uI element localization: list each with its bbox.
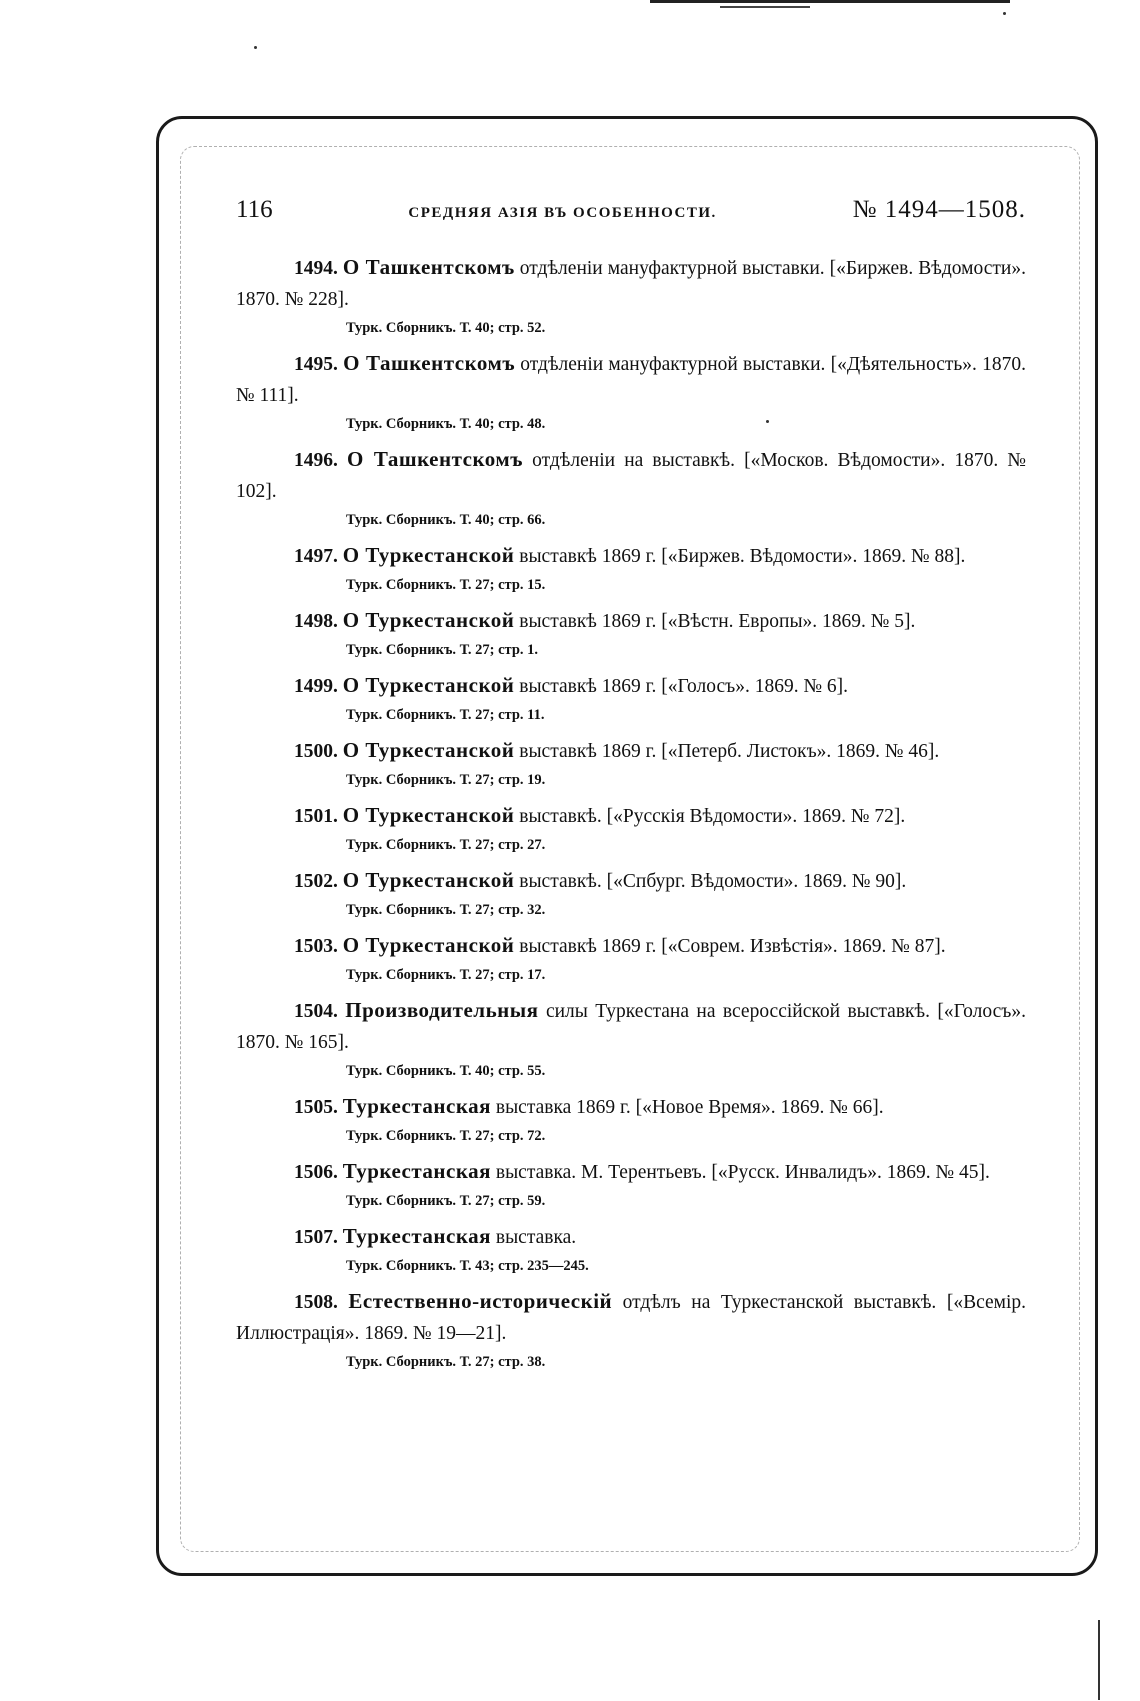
scan-top-rule-short: [720, 6, 810, 8]
bibliography-list: [236, 252, 1026, 1375]
entry-number: 1498.: [294, 611, 338, 632]
entry-heading: Естественно-историческій: [348, 1289, 613, 1313]
entry-heading: О Ташкентскомъ: [343, 351, 516, 375]
entry-citation: отдѣленіи на выставкѣ. [«Москов. Вѣдомости». 1870. № 102].: [236, 450, 1027, 502]
entry-source: Турк. Сборникъ. Т. 27; стр. 59.: [346, 1193, 546, 1209]
entry-heading: О Туркестанской: [342, 803, 515, 827]
entry-heading: Туркестанская: [342, 1159, 491, 1183]
entry-number: 1508.: [294, 1292, 338, 1313]
entry-heading: О Туркестанской: [342, 868, 515, 892]
entry-heading: О Ташкентскомъ: [347, 447, 523, 471]
scan-right-edge: [1098, 1620, 1100, 1700]
entry-heading: О Туркестанской: [342, 933, 515, 957]
entry-range: № 1494—1508.: [852, 196, 1026, 223]
entry-source: Турк. Сборникъ. Т. 27; стр. 27.: [346, 837, 546, 853]
entry-number: 1499.: [294, 676, 338, 697]
entry-number: 1495.: [294, 354, 338, 375]
entry-heading: Туркестанская: [342, 1224, 491, 1248]
entry-source: Турк. Сборникъ. Т. 27; стр. 72.: [346, 1128, 546, 1144]
entry-citation: выставкѣ. [«Спбург. Вѣдомости». 1869. № 90].: [514, 871, 907, 892]
entry-citation: выставкѣ. [«Русскія Вѣдомости». 1869. № 72].: [514, 806, 906, 827]
scan-speck: [1003, 12, 1006, 15]
entry-text: [236, 865, 1026, 897]
entry-source: Турк. Сборникъ. Т. 40; стр. 55.: [346, 1063, 546, 1079]
entry-source: Турк. Сборникъ. Т. 40; стр. 66.: [346, 512, 546, 528]
bibliography-entry: [236, 930, 1026, 988]
entry-text: [236, 995, 1026, 1058]
entry-citation: выставка. М. Терентьевъ. [«Русск. Инвалидъ». 1869. № 45].: [491, 1162, 990, 1183]
entry-heading: О Туркестанской: [342, 738, 515, 762]
entry-citation: выставка 1869 г. [«Новое Время». 1869. № 66].: [491, 1097, 884, 1118]
entry-source: Турк. Сборникъ. Т. 27; стр. 1.: [346, 642, 539, 658]
bibliography-entry: [236, 995, 1026, 1084]
entry-text: [236, 930, 1026, 962]
entry-citation: отдѣленіи мануфактурной выставки. [«Дѣятельность». 1870. № 111].: [236, 354, 1026, 406]
entry-heading: О Ташкентскомъ: [342, 255, 515, 279]
entry-number: 1504.: [294, 1001, 338, 1022]
entry-source: Турк. Сборникъ. Т. 40; стр. 48.: [346, 416, 546, 432]
entry-number: 1501.: [294, 806, 338, 827]
page-number: 116: [236, 196, 273, 223]
page-content: [236, 196, 1026, 1382]
entry-citation: выставкѣ 1869 г. [«Петерб. Листокъ». 1869. № 46].: [514, 741, 940, 762]
bibliography-entry: [236, 1221, 1026, 1279]
entry-source: Турк. Сборникъ. Т. 27; стр. 19.: [346, 772, 546, 788]
entry-number: 1497.: [294, 546, 338, 567]
entry-text: [236, 605, 1026, 637]
bibliography-entry: [236, 1091, 1026, 1149]
bibliography-entry: [236, 1156, 1026, 1214]
entry-text: [236, 252, 1026, 315]
bibliography-entry: [236, 605, 1026, 663]
entry-number: 1505.: [294, 1097, 338, 1118]
scan-speck: [254, 46, 257, 49]
bibliography-entry: [236, 735, 1026, 793]
entry-text: [236, 348, 1026, 411]
entry-number: 1494.: [294, 258, 338, 279]
bibliography-entry: [236, 540, 1026, 598]
entry-citation: выставкѣ 1869 г. [«Биржев. Вѣдомости». 1869. № 88].: [514, 546, 966, 567]
running-title: СРЕДНЯЯ АЗІЯ ВЪ ОСОБЕННОСТИ.: [408, 205, 717, 221]
bibliography-entry: [236, 1286, 1026, 1375]
entry-source: Турк. Сборникъ. Т. 27; стр. 17.: [346, 967, 546, 983]
bibliography-entry: [236, 348, 1026, 437]
entry-text: [236, 800, 1026, 832]
entry-source: Турк. Сборникъ. Т. 40; стр. 52.: [346, 320, 546, 336]
entry-number: 1496.: [294, 450, 338, 471]
bibliography-entry: [236, 444, 1026, 533]
entry-source: Турк. Сборникъ. Т. 43; стр. 235—245.: [346, 1258, 589, 1274]
bibliography-entry: [236, 670, 1026, 728]
entry-text: [236, 670, 1026, 702]
entry-citation: отдѣлъ на Туркестанской выставкѣ. [«Всемір. Иллюстрація». 1869. № 19—21].: [236, 1292, 1027, 1344]
entry-source: Турк. Сборникъ. Т. 27; стр. 11.: [346, 707, 545, 723]
entry-citation: отдѣленіи мануфактурной выставки. [«Биржев. Вѣдомости». 1870. № 228].: [236, 258, 1026, 310]
entry-citation: выставка.: [491, 1227, 577, 1248]
bibliography-entry: [236, 865, 1026, 923]
entry-text: [236, 444, 1026, 507]
entry-text: [236, 1221, 1026, 1253]
entry-citation: выставкѣ 1869 г. [«Вѣстн. Европы». 1869. № 5].: [514, 611, 916, 632]
scan-top-rule: [650, 0, 1010, 3]
entry-text: [236, 540, 1026, 572]
entry-heading: О Туркестанской: [342, 543, 515, 567]
entry-citation: выставкѣ 1869 г. [«Голосъ». 1869. № 6].: [514, 676, 849, 697]
entry-number: 1503.: [294, 936, 338, 957]
entry-text: [236, 1156, 1026, 1188]
entry-source: Турк. Сборникъ. Т. 27; стр. 38.: [346, 1354, 546, 1370]
entry-number: 1507.: [294, 1227, 338, 1248]
entry-heading: Производительныя: [345, 998, 539, 1022]
entry-source: Турк. Сборникъ. Т. 27; стр. 15.: [346, 577, 546, 593]
entry-number: 1506.: [294, 1162, 338, 1183]
entry-heading: Туркестанская: [342, 1094, 491, 1118]
entry-heading: О Туркестанской: [342, 673, 515, 697]
entry-text: [236, 1091, 1026, 1123]
entry-text: [236, 735, 1026, 767]
bibliography-entry: [236, 800, 1026, 858]
entry-number: 1500.: [294, 741, 338, 762]
page-header: [236, 196, 1026, 246]
entry-source: Турк. Сборникъ. Т. 27; стр. 32.: [346, 902, 546, 918]
entry-number: 1502.: [294, 871, 338, 892]
entry-citation: силы Туркестана на всероссійской выставкѣ. [«Голосъ». 1870. № 165].: [236, 1001, 1027, 1053]
entry-citation: выставкѣ 1869 г. [«Соврем. Извѣстія». 1869. № 87].: [514, 936, 946, 957]
entry-heading: О Туркестанской: [342, 608, 515, 632]
bibliography-entry: [236, 252, 1026, 341]
entry-text: [236, 1286, 1026, 1349]
